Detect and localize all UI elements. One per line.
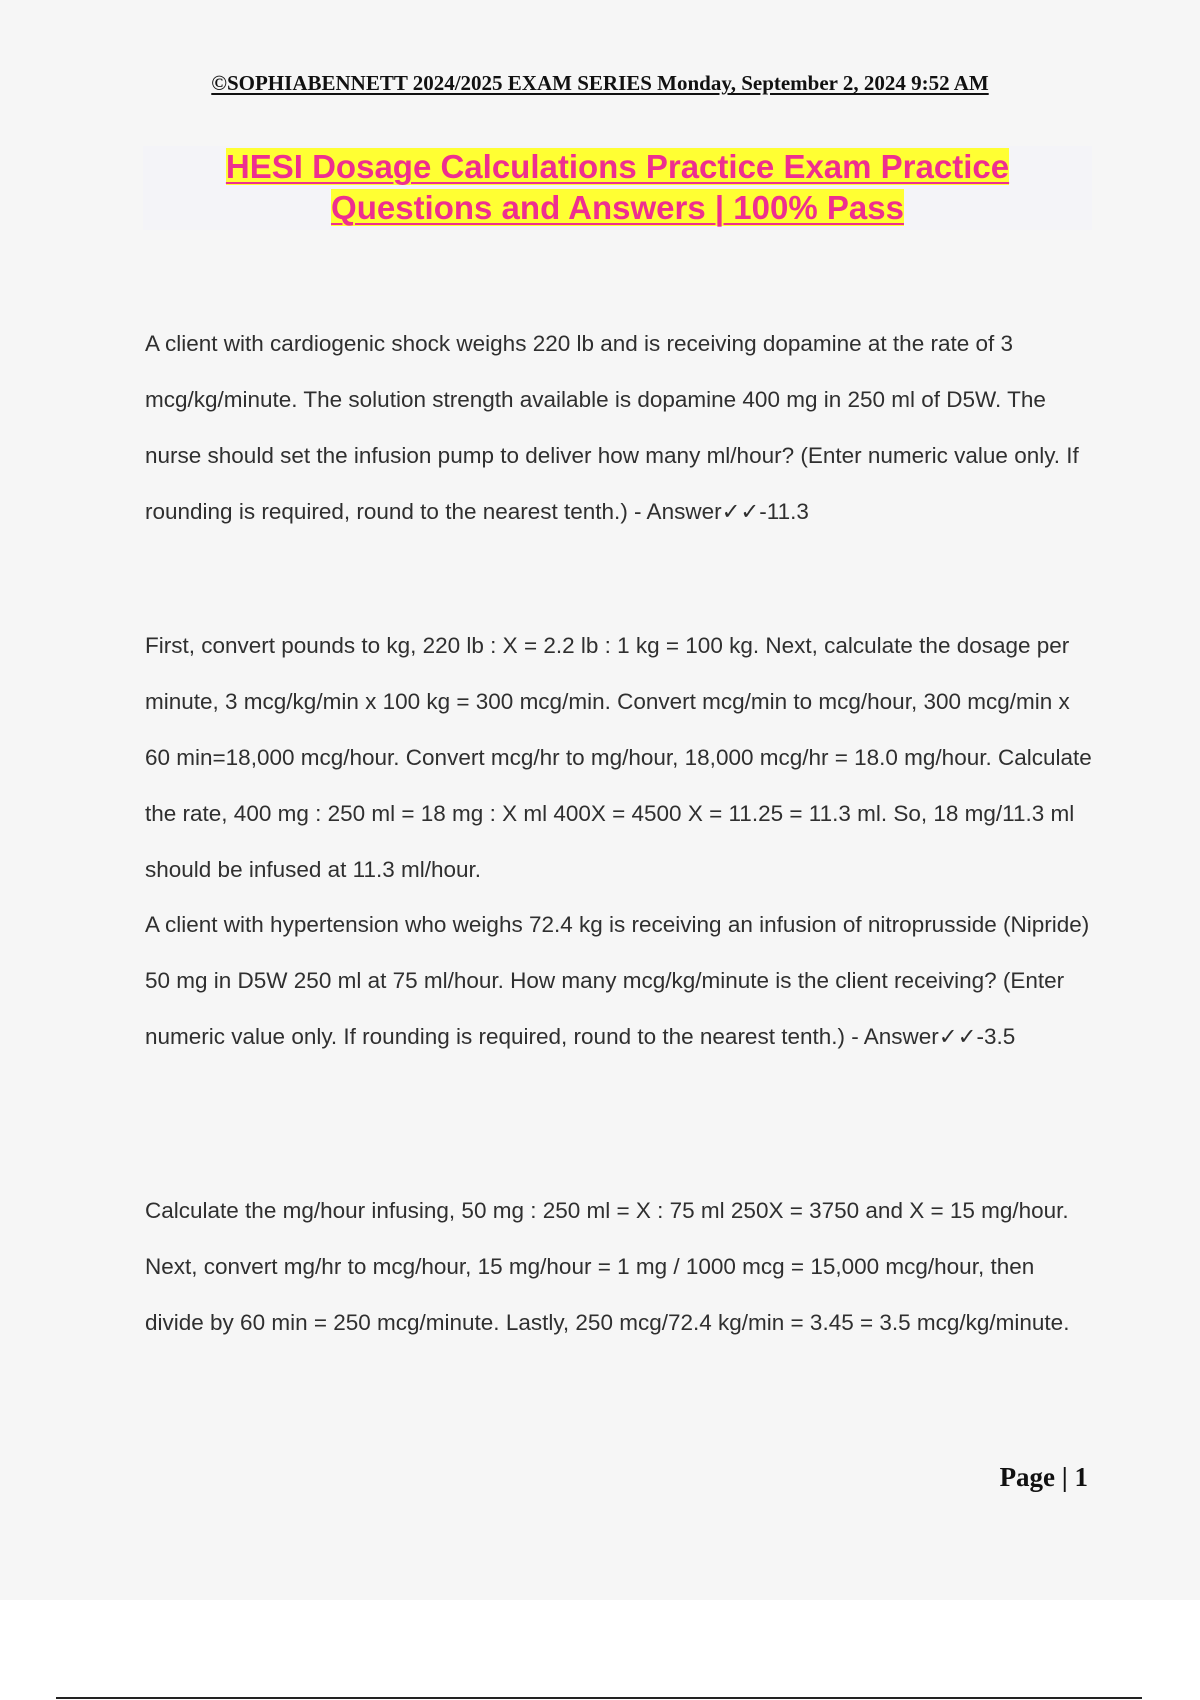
explanation-2-paragraph: Calculate the mg/hour infusing, 50 mg : 250 ml = X : 75 ml 250X = 3750 and X = 15 mg/hour. Next, convert mg/hr to mcg/hour, 15 mg/hour = 1 mg / 1000 mcg = 15,000 mcg/hour, then divide by 60 min = 250 mcg/minute. Lastly, 250 mcg/72.4 kg/min = 3.45 = 3.5 mcg/kg/minute. (145, 1198, 1070, 1335)
title-line-2: Questions and Answers | 100% Pass (331, 189, 904, 226)
title-line-1: HESI Dosage Calculations Practice Exam Practice (225, 148, 1010, 185)
footer-divider (56, 1697, 1142, 1699)
document-title (143, 146, 1092, 230)
page-number: Page | 1 (999, 1462, 1088, 1492)
question-2-paragraph: A client with hypertension who weighs 72.4 kg is receiving an infusion of nitroprusside (Nipride) 50 mg in D5W 250 ml at 75 ml/hour. How many mcg/kg/minute is the client receiving? (Enter numeric value only. If rounding is required, round to the nearest tenth.) - Answer✓✓-3.5 (145, 912, 1090, 1049)
document-header (0, 71, 1200, 96)
header-text: ©SOPHIABENNETT 2024/2025 EXAM SERIES Monday, September 2, 2024 9:52 AM (211, 71, 989, 95)
explanation-1-paragraph: First, convert pounds to kg, 220 lb : X = 2.2 lb : 1 kg = 100 kg. Next, calculate the dosage per minute, 3 mcg/kg/min x 100 kg = 300 mcg/min. Convert mcg/min to mcg/hour, 300 mcg/min x 60 min=18,000 mcg/hour. Convert mcg/hr to mg/hour, 18,000 mcg/hr = 18.0 mg/hour. Calculate the rate, 400 mg : 250 ml = 18 mg : X ml 400X = 4500 X = 11.25 = 11.3 ml. So, 18 mg/11.3 ml should be infused at 11.3 ml/hour. (145, 633, 1092, 882)
question-1-paragraph: A client with cardiogenic shock weighs 220 lb and is receiving dopamine at the rate of 3 mcg/kg/minute. The solution strength available is dopamine 400 mg in 250 ml of D5W. The nurse should set the infusion pump to deliver how many ml/hour? (Enter numeric value only. If rounding is required, round to the nearest tenth.) - Answer✓✓-11.3 (145, 331, 1079, 524)
